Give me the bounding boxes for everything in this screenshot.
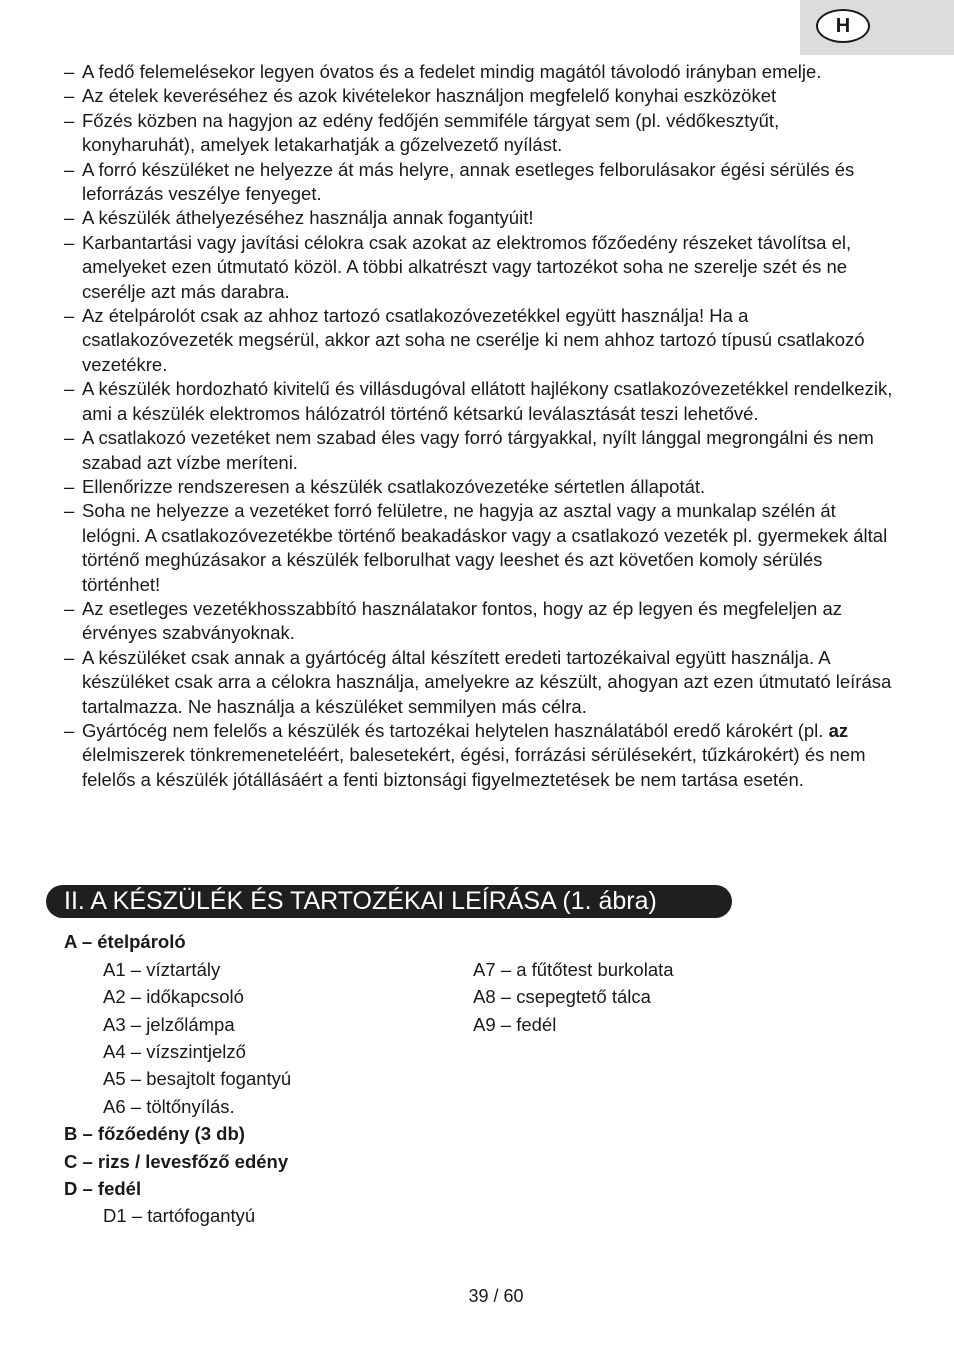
part-group-title: D – fedél — [64, 1178, 142, 1199]
list-dash: – — [64, 597, 75, 619]
warning-item — [64, 84, 896, 108]
warning-item — [64, 646, 896, 719]
list-dash: – — [64, 646, 75, 668]
list-dash: – — [64, 719, 75, 741]
warning-item — [64, 597, 896, 646]
part-group-title: A – ételpároló — [64, 931, 186, 952]
warning-item — [64, 304, 896, 377]
warning-text: A forró készüléket ne helyezze át más helyre, annak esetleges felborulásakor égési sérülés és leforrázás veszélye fenyeget. — [82, 158, 855, 205]
warning-item — [64, 719, 896, 792]
warning-text: Ellenőrizze rendszeresen a készülék csatlakozóvezetéke sértetlen állapotát. — [82, 475, 706, 497]
safety-warnings-list — [64, 60, 896, 792]
warning-bold-word: az — [828, 719, 849, 741]
list-dash: – — [64, 475, 75, 497]
warning-text: Az esetleges vezetékhosszabbító használatakor fontos, hogy az ép legyen és megfeleljen az érvényes szabványoknak. — [82, 597, 842, 644]
language-tab — [800, 0, 954, 55]
list-dash: – — [64, 231, 75, 253]
warning-item — [64, 109, 896, 158]
part-item: A2 – időkapcsoló — [103, 986, 244, 1007]
part-item: D1 – tartófogantyú — [103, 1205, 256, 1226]
warning-item — [64, 426, 896, 475]
warning-text: Gyártócég nem felelős a készülék és tartozékai helytelen használatából eredő károkért (pl. — [82, 719, 829, 741]
warning-text: Soha ne helyezze a vezetéket forró felületre, ne hagyja az asztal vagy a munkalap szélén át lelógni. A csatlakozóvezetékbe történő beakadáskor vagy a csatlakozó vezeték pl. gyermekek által történő meghúzásakor a készülék felborulhat vagy leeshet és azt követően komoly sérülés történhet! — [82, 500, 888, 595]
list-dash: – — [64, 427, 75, 449]
warning-text: A készülék áthelyezéséhez használja annak fogantyúit! — [82, 207, 534, 229]
warning-text: A készüléket csak annak a gyártócég által készített eredeti tartozékaival együtt használja. A készüléket csak arra a célokra használja, amelyekre az készült, ahogyan azt ezen útmutató leírása tartalmazza. Ne használja a készüléket semmilyen más célra. — [82, 646, 892, 717]
warning-text: A csatlakozó vezetéket nem szabad éles vagy forró tárgyakkal, nyílt lánggal megrongálni és nem szabad azt vízbe meríteni. — [82, 427, 874, 473]
warning-text: Karbantartási vagy javítási célokra csak azokat az elektromos főzőedény részeket távolítsa el, amelyeket ezen útmutató közöl. A többi alkatrészt vagy tartozékot soha ne szerelje szét és ne cserélje azt más darabra. — [82, 231, 852, 302]
warning-text: Főzés közben na hagyjon az edény fedőjén semmiféle tárgyat sem (pl. védőkesztyűt, konyharuhát), amelyek letakarhatják a gőzelvezető nyílást. — [82, 109, 780, 156]
list-dash: – — [64, 61, 75, 82]
list-dash: – — [64, 158, 75, 180]
part-group-title: B – főzőedény (3 db) — [64, 1123, 245, 1144]
warning-item — [64, 475, 896, 499]
section-title: II. A KÉSZÜLÉK ÉS TARTOZÉKAI LEÍRÁSA (1. ábra) — [46, 885, 732, 918]
part-item: A8 – csepegtető tálca — [473, 986, 651, 1007]
part-item: A5 – besajtolt fogantyú — [103, 1068, 292, 1089]
warning-text: Az ételek keveréséhez és azok kivételekor használjon megfelelő konyhai eszközöket — [82, 85, 777, 107]
warning-item — [64, 231, 896, 304]
warning-item — [64, 158, 896, 207]
list-dash: – — [64, 305, 75, 327]
page-number: 39 / 60 — [468, 1286, 524, 1306]
warning-item — [64, 60, 896, 84]
language-badge: H — [816, 9, 870, 43]
part-item: A6 – töltőnyílás. — [103, 1096, 235, 1117]
warning-text: A fedő felemelésekor legyen óvatos és a fedelet mindig magától távolodó irányban emelje. — [82, 61, 822, 82]
warning-item — [64, 499, 896, 597]
warning-text: A készülék hordozható kivitelű és villásdugóval ellátott hajlékony csatlakozóvezetékkel rendelkezik, ami a készülék elektromos hálózatról történő kétsarkú leválasztását teszi lehetővé. — [82, 378, 893, 424]
warning-text: élelmiszerek tönkremeneteléért, balesetekért, égési, forrázási sérülésekért, tűzkárokért) és nem felelős a készülék jótállásáért a fenti biztonsági figyelmeztetések be nem tartása esetén. — [82, 744, 866, 790]
part-item: A3 – jelzőlámpa — [103, 1014, 235, 1035]
part-item: A4 – vízszintjelző — [103, 1041, 246, 1062]
list-dash: – — [64, 109, 75, 131]
list-dash: – — [64, 207, 75, 229]
part-item: A9 – fedél — [473, 1014, 557, 1035]
warning-text: Az ételpárolót csak az ahhoz tartozó csatlakozóvezetékkel együtt használja! Ha a csatlakozóvezeték megsérül, akkor azt soha ne cserélje ki nem ahhoz tartozó típusú csatlakozó vezetékre. — [82, 305, 865, 375]
part-item: A1 – víztartály — [103, 959, 221, 980]
list-dash: – — [64, 85, 75, 107]
warning-item — [64, 206, 896, 230]
list-dash: – — [64, 500, 75, 522]
part-item: A7 – a fűtőtest burkolata — [473, 959, 674, 980]
warning-item — [64, 377, 896, 426]
part-group-title: C – rizs / levesfőző edény — [64, 1151, 289, 1172]
list-dash: – — [64, 378, 75, 400]
